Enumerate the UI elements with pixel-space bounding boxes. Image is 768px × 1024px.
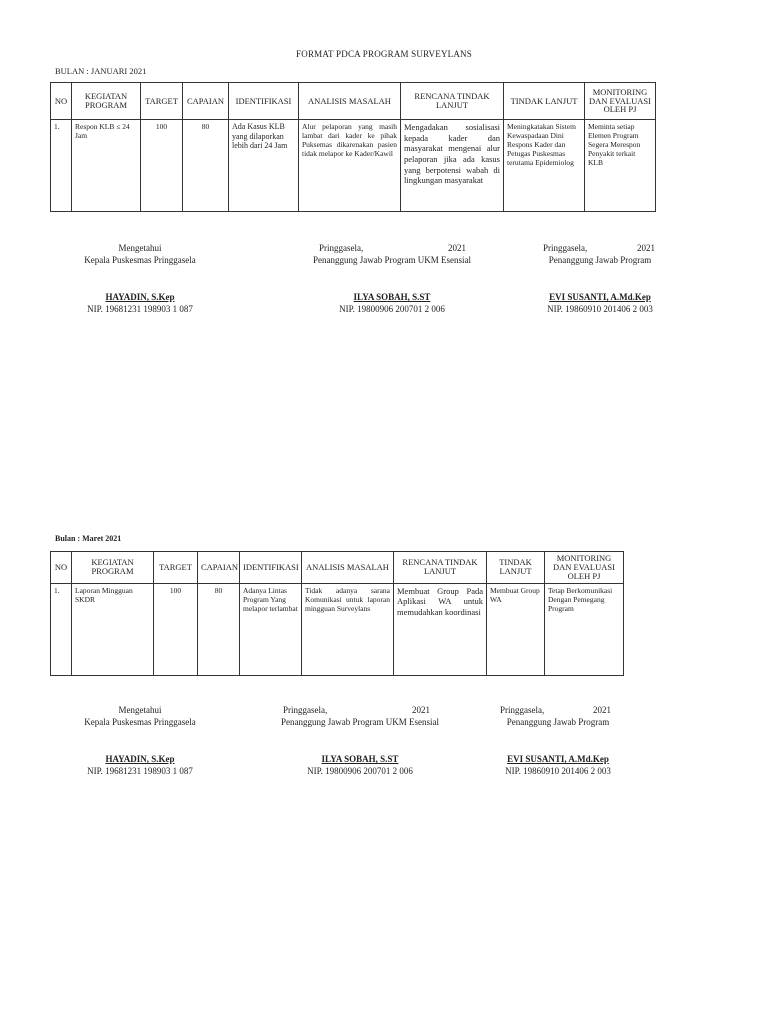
month-label-march: Bulan : Maret 2021	[55, 534, 122, 543]
cell-identifikasi: Ada Kasus KLB yang dilaporkan lebih dari 24 Jam	[229, 120, 299, 212]
cell-target: 100	[154, 583, 198, 675]
header-capaian: CAPAIAN	[183, 83, 229, 120]
header-no: NO	[51, 552, 72, 584]
cell-rencana: Membuat Group Pada Aplikasi WA untuk memudahkan koordinasi	[394, 583, 487, 675]
sig-position: Penanggung Jawab Program	[548, 254, 652, 265]
sig-name: ILYA SOBAH, S.ST	[353, 292, 431, 303]
sig-position: Penanggung Jawab Program UKM Esensial	[313, 254, 471, 265]
signature-pj-program	[538, 243, 662, 316]
header-rencana-tindak-lanjut: RENCANA TINDAK LANJUT	[394, 552, 487, 584]
cell-tindak-lanjut: Meningkatakan Sistem Kewaspadaan Dini Respons Kader dan Petugas Puskesmas terutama Epidemiolog	[504, 120, 585, 212]
header-monitoring-evaluasi: MONITORING DAN EVALUASI OLEH PJ	[585, 83, 656, 120]
sig-nip: NIP. 19681231 198903 1 087	[87, 304, 193, 315]
table-row	[51, 120, 656, 212]
header-monitoring-evaluasi: MONITORING DAN EVALUASI OLEH PJ	[545, 552, 624, 584]
header-identifikasi: IDENTIFIKASI	[240, 552, 302, 584]
cell-kegiatan: Respon KLB ≤ 24 Jam	[72, 120, 141, 212]
cell-kegiatan: Laporan Mingguan SKDR	[72, 583, 154, 675]
header-target: TARGET	[154, 552, 198, 584]
cell-analisis: Alur pelaporan yang masih lambat dari kader ke pihak Puksemas dikarenakan pasien tidak melapor ke Kader/Kawil	[299, 120, 401, 212]
cell-no: 1.	[51, 583, 72, 675]
signature-kepala-puskesmas-2	[60, 705, 220, 778]
cell-monitoring: Meminta setiap Elemen Program Segera Merespon Penyakit terkait KLB	[585, 120, 656, 212]
cell-no: 1.	[51, 120, 72, 212]
sig-place-date: Pringgasela, 2021	[319, 243, 466, 253]
header-kegiatan-program: KEGIATAN PROGRAM	[72, 83, 141, 120]
header-rencana-tindak-lanjut: RENCANA TINDAK LANJUT	[401, 83, 504, 120]
sig-nip: NIP. 19800906 200701 2 006	[339, 304, 445, 315]
signature-pj-ukm-esensial	[312, 243, 472, 316]
header-capaian: CAPAIAN	[198, 552, 240, 584]
header-tindak-lanjut: TINDAK LANJUT	[487, 552, 545, 584]
sig-place-date: Pringgasela, 2021	[543, 243, 655, 253]
document-title: FORMAT PDCA PROGRAM SURVEYLANS	[296, 49, 472, 59]
cell-monitoring: Tetap Berkomunikasi Dengan Pemegang Program	[545, 583, 624, 675]
sig-position: Penanggung Jawab Program UKM Esensial	[281, 716, 439, 727]
sig-name: EVI SUSANTI, A.Md.Kep	[549, 292, 651, 303]
sig-name: ILYA SOBAH, S.ST	[321, 754, 399, 765]
header-analisis-masalah: ANALISIS MASALAH	[302, 552, 394, 584]
sig-nip: NIP. 19860910 201406 2 003	[547, 304, 653, 315]
header-identifikasi: IDENTIFIKASI	[229, 83, 299, 120]
header-analisis-masalah: ANALISIS MASALAH	[299, 83, 401, 120]
sig-mengetahui: Mengetahui	[118, 705, 162, 715]
signature-pj-ukm-esensial-2	[280, 705, 440, 778]
table-header-row	[51, 83, 656, 120]
cell-capaian: 80	[198, 583, 240, 675]
sig-mengetahui: Mengetahui	[118, 243, 162, 253]
sig-place-date: Pringgasela, 2021	[500, 705, 611, 715]
cell-analisis: Tidak adanya sarana Komunikasi untuk laporan mingguan Surveylans	[302, 583, 394, 675]
header-tindak-lanjut: TINDAK LANJUT	[504, 83, 585, 120]
pdca-table-january	[50, 82, 656, 212]
sig-name: HAYADIN, S.Kep	[105, 754, 175, 765]
cell-identifikasi: Adanya Lintas Program Yang melapor terlambat	[240, 583, 302, 675]
sig-position: Kepala Puskesmas Pringgasela	[84, 254, 196, 265]
sig-position: Kepala Puskesmas Pringgasela	[84, 716, 196, 727]
pdca-table-march	[50, 551, 624, 676]
cell-target: 100	[141, 120, 183, 212]
cell-capaian: 80	[183, 120, 229, 212]
header-kegiatan-program: KEGIATAN PROGRAM	[72, 552, 154, 584]
sig-name: HAYADIN, S.Kep	[105, 292, 175, 303]
sig-place-date: Pringgasela, 2021	[283, 705, 430, 715]
table-header-row	[51, 552, 624, 584]
signature-kepala-puskesmas	[60, 243, 220, 316]
sig-nip: NIP. 19860910 201406 2 003	[505, 766, 611, 777]
cell-rencana: Mengadakan sosialisasi kepada kader dan masyarakat mengenai alur pelaporan jika ada kasus yang berpotensi wabah di lingkungan masyarakat	[401, 120, 504, 212]
cell-tindak-lanjut: Membuat Group WA	[487, 583, 545, 675]
signature-pj-program-2	[496, 705, 620, 778]
sig-nip: NIP. 19681231 198903 1 087	[87, 766, 193, 777]
table-row	[51, 583, 624, 675]
sig-nip: NIP. 19800906 200701 2 006	[307, 766, 413, 777]
sig-name: EVI SUSANTI, A.Md.Kep	[507, 754, 609, 765]
sig-position: Penanggung Jawab Program	[506, 716, 610, 727]
header-target: TARGET	[141, 83, 183, 120]
month-label-january: BULAN : JANUARI 2021	[55, 66, 147, 76]
header-no: NO	[51, 83, 72, 120]
